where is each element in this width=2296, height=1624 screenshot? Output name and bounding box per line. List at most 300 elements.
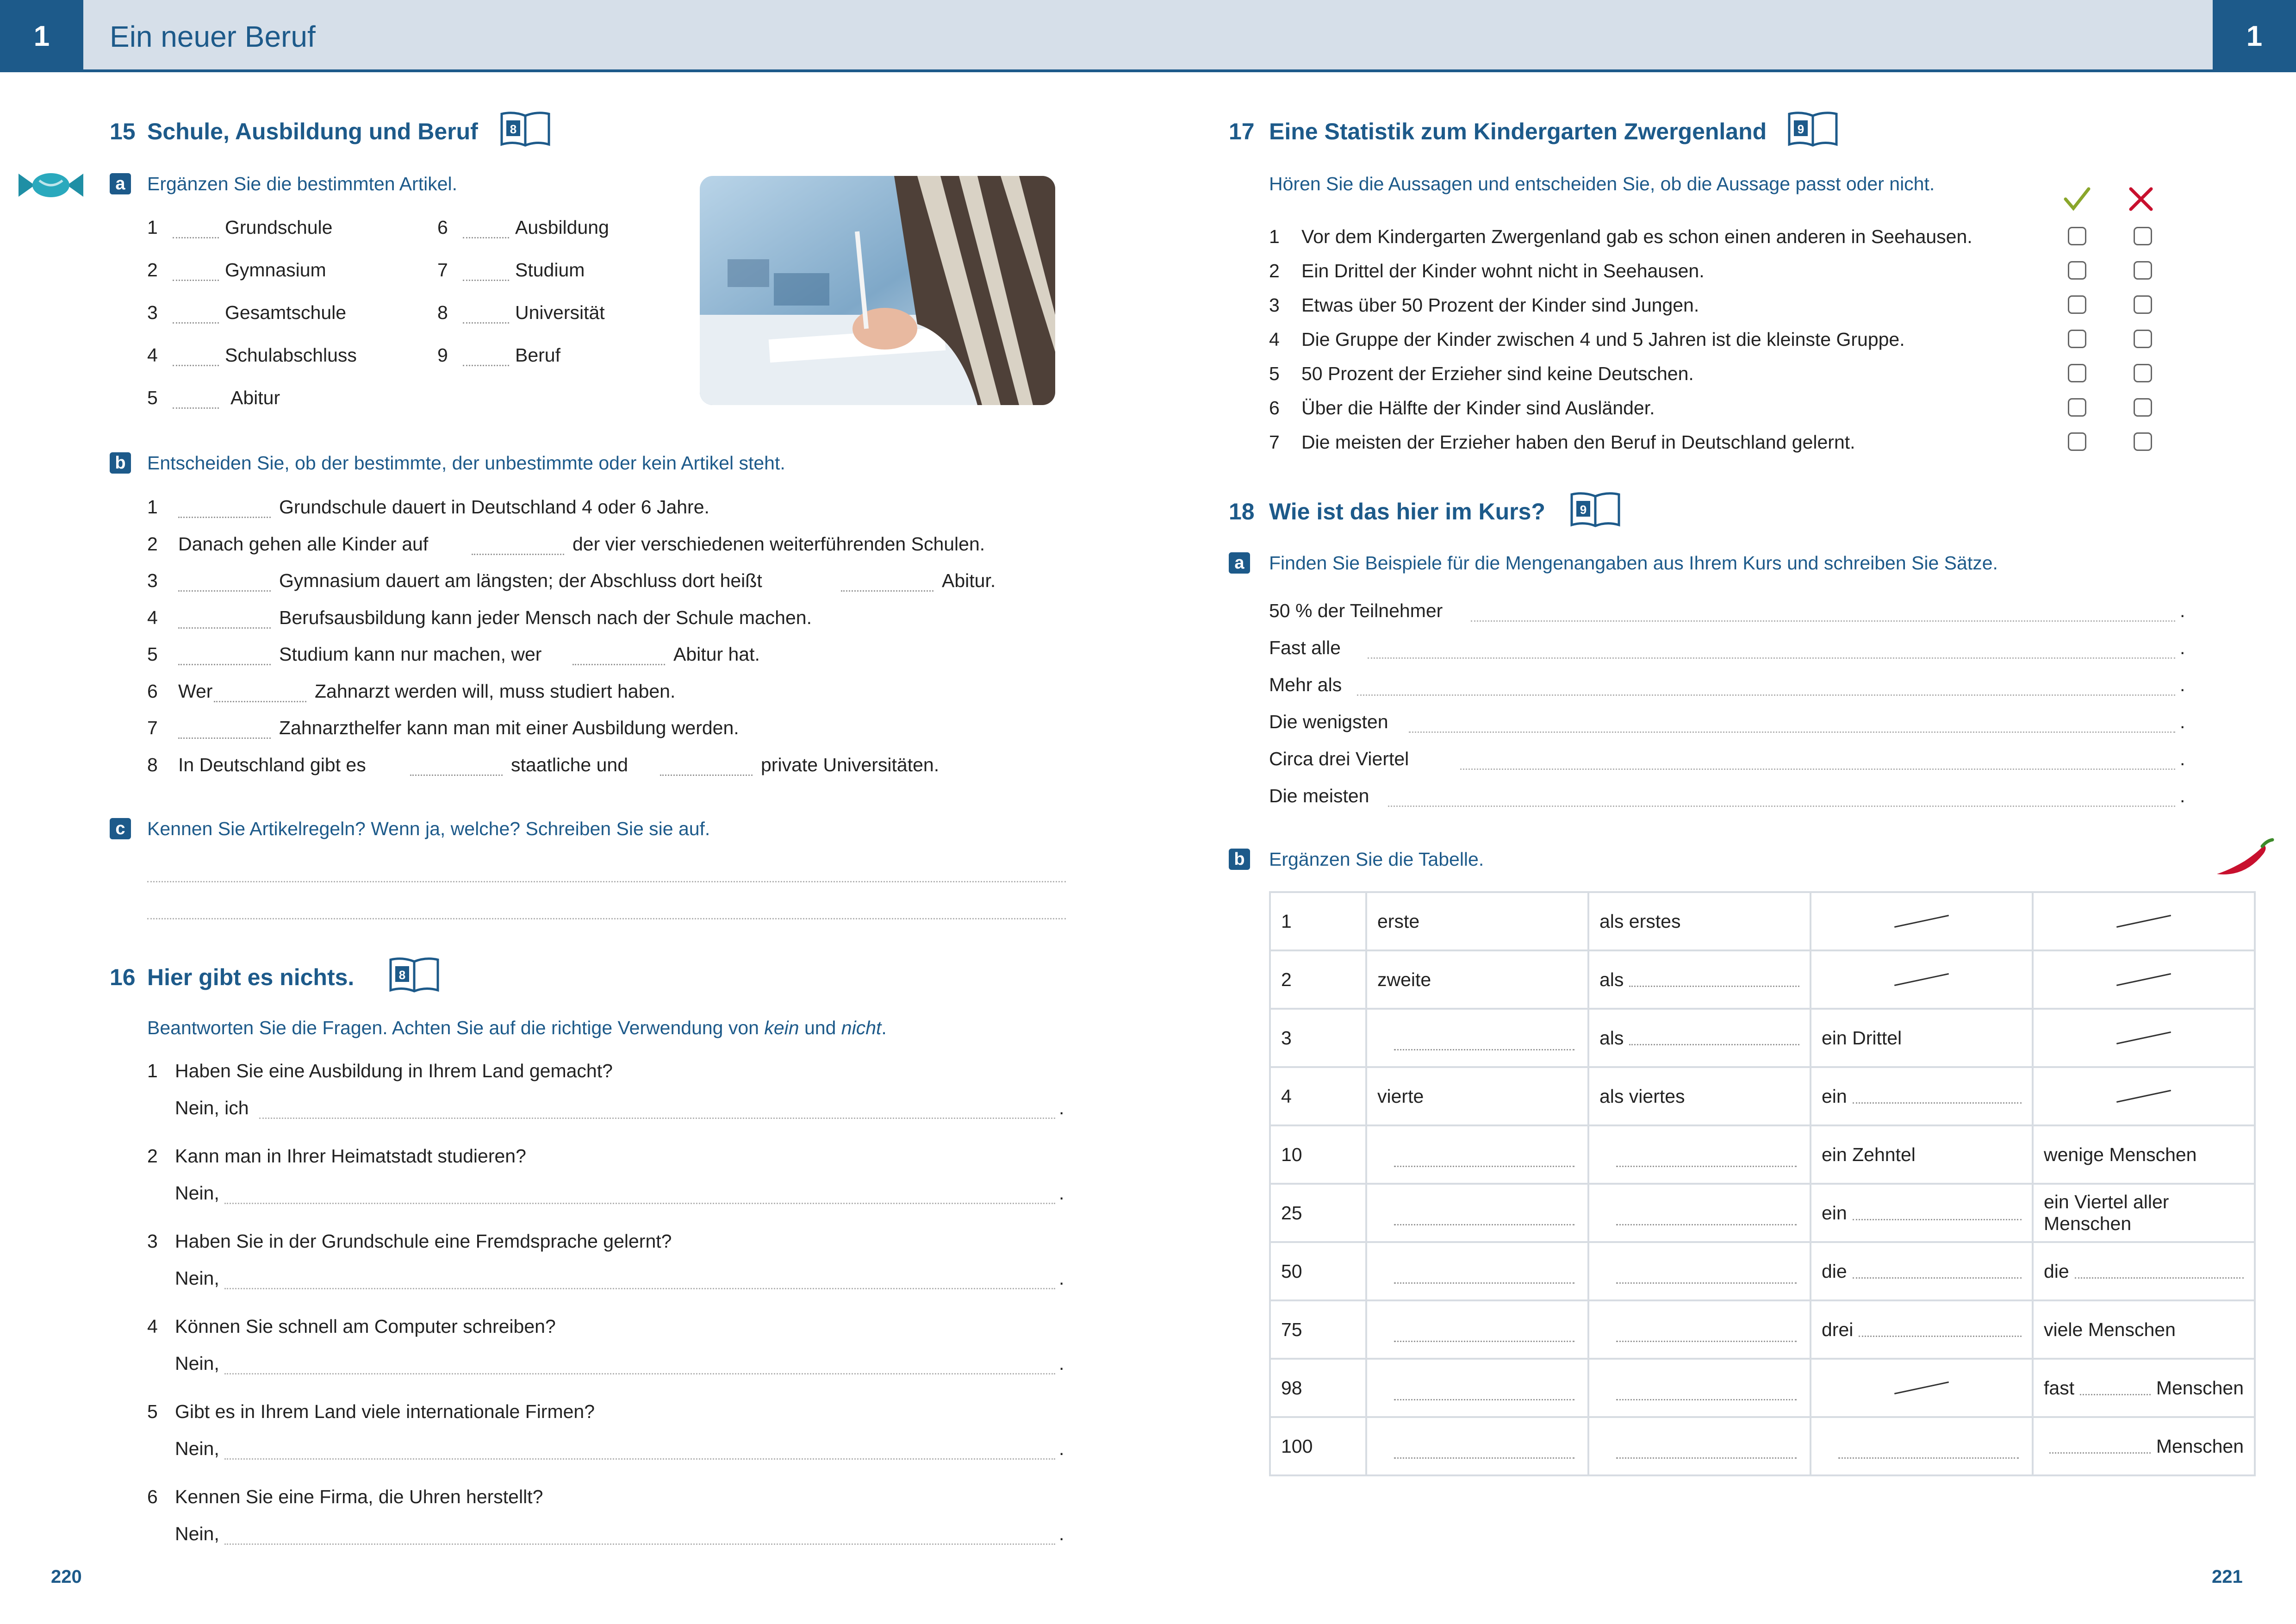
table-row	[1270, 1009, 2255, 1067]
table-cell	[1366, 1417, 1588, 1475]
ex18-title: Wie ist das hier im Kurs?	[1269, 499, 1545, 525]
table-cell	[1811, 1009, 2033, 1067]
table-cell	[1811, 1300, 2033, 1359]
period: .	[1059, 1438, 1064, 1459]
cell-text-start: drei	[1822, 1318, 1854, 1340]
table-cell	[1811, 1242, 2033, 1300]
slash-mark	[1894, 1381, 1949, 1394]
period: .	[2180, 600, 2185, 621]
list-item-number: 6	[147, 1486, 158, 1507]
table-cell	[1366, 1242, 1588, 1300]
answer-prefix: Nein, ich	[175, 1097, 249, 1118]
answer-prefix: Nein,	[175, 1268, 219, 1289]
ex15-title: Schule, Ausbildung und Beruf	[147, 119, 478, 144]
ex18a-instruction: Finden Sie Beispiele für die Mengenangaben aus Ihrem Kurs und schreiben Sie Sätze.	[1269, 552, 1998, 574]
sentence-part: Gymnasium dauert am längsten; der Abschluss dort heißt	[279, 570, 762, 591]
table-cell	[1588, 950, 1811, 1009]
sentence-part: Wer	[178, 681, 213, 702]
cell-text-end: Menschen	[2156, 1435, 2244, 1457]
ex15b-badge: b	[110, 452, 131, 474]
statement-text: Über die Hälfte der Kinder sind Ausländer.	[1301, 397, 1655, 418]
list-item-label: Grundschule	[225, 217, 333, 238]
answer-blank[interactable]	[214, 701, 306, 702]
ex15a-instruction: Ergänzen Sie die bestimmten Artikel.	[147, 173, 457, 194]
answer-line[interactable]	[1357, 694, 2175, 696]
true-checkbox[interactable]	[2068, 330, 2086, 348]
book-icon	[389, 956, 440, 993]
false-checkbox[interactable]	[2134, 330, 2152, 348]
table-cell	[2033, 1067, 2255, 1125]
statement-text: 50 Prozent der Erzieher sind keine Deutschen.	[1301, 363, 1694, 384]
table-cell	[1366, 1125, 1588, 1184]
slash-mark	[2116, 1031, 2171, 1044]
false-checkbox[interactable]	[2134, 261, 2152, 280]
cell-text: 4	[1281, 1085, 1292, 1107]
list-item-number: 3	[1269, 294, 1280, 316]
answer-blank[interactable]	[1838, 1457, 2019, 1459]
table-cell	[1588, 1242, 1811, 1300]
false-checkbox[interactable]	[2134, 364, 2152, 382]
list-item-number: 5	[147, 1401, 158, 1422]
answer-prefix: Nein,	[175, 1182, 219, 1204]
chapter-number-left: 1	[0, 0, 83, 72]
answer-blank[interactable]	[1853, 1277, 2022, 1279]
table-row	[1270, 1417, 2255, 1475]
table-cell	[2033, 1184, 2255, 1242]
question-text: Können Sie schnell am Computer schreiben?	[175, 1316, 556, 1337]
cell-text: 2	[1281, 968, 1292, 990]
answer-blank[interactable]	[1616, 1399, 1797, 1400]
question-text: Haben Sie eine Ausbildung in Ihrem Land gemacht?	[175, 1060, 613, 1081]
answer-blank[interactable]	[410, 775, 503, 776]
cell-text: erste	[1377, 910, 1420, 932]
answer-line[interactable]	[1409, 731, 2175, 733]
table-cell	[1811, 1359, 2033, 1417]
true-checkbox[interactable]	[2068, 295, 2086, 314]
ex17-instruction: Hören Sie die Aussagen und entscheiden Sie, ob die Aussage passt oder nicht.	[1269, 173, 1935, 194]
true-checkbox[interactable]	[2068, 261, 2086, 280]
ex16-instruction-end: .	[881, 1017, 887, 1038]
answer-line[interactable]	[1368, 657, 2175, 659]
list-item-label: Universität	[515, 302, 605, 323]
cell-text: als erstes	[1599, 910, 1681, 932]
table-cell	[2033, 1417, 2255, 1475]
list-item-label: Ausbildung	[515, 217, 609, 238]
list-item-number: 1	[147, 1060, 158, 1081]
answer-blank[interactable]	[1859, 1336, 2022, 1337]
ex16-instruction-start: Beantworten Sie die Fragen. Achten Sie auf die richtige Verwendung von	[147, 1017, 765, 1038]
answer-line[interactable]	[1471, 620, 2175, 622]
true-checkbox[interactable]	[2068, 364, 2086, 382]
answer-blank[interactable]	[1616, 1457, 1797, 1459]
table-cell	[1366, 1184, 1588, 1242]
table-cell	[1270, 1184, 1366, 1242]
book-icon	[500, 110, 551, 147]
answer-blank[interactable]	[173, 322, 219, 324]
period: .	[1059, 1353, 1064, 1374]
answer-blank[interactable]	[1853, 1102, 2022, 1104]
list-item-number: 8	[147, 754, 158, 775]
ex15-book-page: 8	[510, 122, 517, 136]
cross-icon	[2127, 185, 2155, 213]
table-cell	[1270, 1067, 1366, 1125]
statement-text: Die Gruppe der Kinder zwischen 4 und 5 Jahren ist die kleinste Gruppe.	[1301, 329, 1905, 350]
cell-text-end: Menschen	[2156, 1377, 2244, 1399]
answer-line[interactable]	[1388, 806, 2175, 807]
answer-blank[interactable]	[841, 590, 933, 592]
cell-text: 25	[1281, 1202, 1302, 1224]
list-item-number: 4	[147, 607, 158, 628]
slash-mark	[2116, 1090, 2171, 1103]
table-row	[1270, 1300, 2255, 1359]
answer-line[interactable]	[224, 1373, 1055, 1374]
period: .	[2180, 785, 2185, 806]
ex16-instruction-kein: kein	[764, 1017, 799, 1038]
answer-blank[interactable]	[1394, 1399, 1574, 1400]
list-item-label: Schulabschluss	[225, 344, 357, 366]
table-cell	[1366, 1359, 1588, 1417]
list-item-label: Beruf	[515, 344, 560, 366]
table-row	[1270, 892, 2255, 950]
table-cell	[1270, 950, 1366, 1009]
false-checkbox[interactable]	[2134, 295, 2152, 314]
sentence-part: Zahnarzt werden will, muss studiert haben.	[315, 681, 676, 702]
sentence-start: Fast alle	[1269, 637, 1341, 658]
table-row	[1270, 1359, 2255, 1417]
table-cell	[2033, 1242, 2255, 1300]
answer-blank[interactable]	[178, 590, 271, 592]
checkmark-icon	[2063, 185, 2091, 213]
cell-text	[2044, 1261, 2244, 1282]
cell-text: wenige Menschen	[2044, 1143, 2197, 1165]
true-checkbox[interactable]	[2068, 227, 2086, 245]
cell-text	[1822, 1319, 2022, 1341]
cell-text	[2044, 1377, 2244, 1399]
list-item-number: 5	[147, 643, 158, 665]
answer-blank[interactable]	[463, 237, 509, 238]
answer-blank[interactable]	[178, 517, 271, 518]
cell-text: ein Drittel	[1822, 1027, 1902, 1049]
ex16-instruction	[147, 1017, 887, 1039]
answer-blank[interactable]	[173, 407, 219, 409]
answer-prefix: Nein,	[175, 1523, 219, 1544]
question-text: Kann man in Ihrer Heimatstadt studieren?	[175, 1145, 526, 1167]
ex18a-badge: a	[1229, 552, 1250, 574]
chapter-number-right: 1	[2213, 0, 2296, 72]
writing-line[interactable]	[147, 918, 1066, 919]
table-row	[1270, 1242, 2255, 1300]
ex17-book-page: 9	[1797, 122, 1804, 136]
ex16-book-page: 8	[398, 968, 406, 982]
table-cell	[2033, 1300, 2255, 1359]
false-checkbox[interactable]	[2134, 432, 2152, 451]
answer-blank[interactable]	[178, 664, 271, 665]
list-item-label: Gymnasium	[225, 259, 326, 281]
answer-line[interactable]	[1460, 768, 2175, 770]
sentence-part: Abitur.	[942, 570, 996, 591]
table-cell	[1270, 1417, 1366, 1475]
table-cell	[1366, 950, 1588, 1009]
ex16-title: Hier gibt es nichts.	[147, 964, 355, 990]
answer-blank[interactable]	[178, 627, 271, 629]
table-cell	[1588, 892, 1811, 950]
table-cell	[1588, 1009, 1811, 1067]
sentence-start: 50 % der Teilnehmer	[1269, 600, 1443, 621]
answer-blank[interactable]	[1629, 986, 1799, 987]
period: .	[2180, 674, 2185, 695]
slash-mark	[2116, 973, 2171, 986]
false-checkbox[interactable]	[2134, 398, 2152, 417]
table-cell	[1270, 1359, 1366, 1417]
answer-blank[interactable]	[572, 664, 665, 665]
table-cell	[1270, 892, 1366, 950]
ex17-title: Eine Statistik zum Kindergarten Zwergenland	[1269, 119, 1767, 144]
question-text: Haben Sie in der Grundschule eine Fremdsprache gelernt?	[175, 1230, 672, 1252]
cell-text-start: die	[2044, 1260, 2069, 1282]
answer-blank[interactable]	[2075, 1277, 2244, 1279]
candy-icon	[19, 169, 83, 201]
ex16-instruction-nicht: nicht	[841, 1017, 882, 1038]
period: .	[1059, 1182, 1064, 1204]
list-item-number: 6	[437, 217, 448, 238]
answer-blank[interactable]	[472, 554, 564, 555]
answer-blank[interactable]	[1616, 1282, 1797, 1284]
list-item-number: 6	[1269, 397, 1280, 418]
answer-blank[interactable]	[1853, 1219, 2022, 1220]
table-cell	[1588, 1300, 1811, 1359]
ex18-number: 18	[1229, 499, 1255, 525]
table-cell	[1270, 1125, 1366, 1184]
cell-text: 1	[1281, 910, 1292, 932]
table-cell	[1811, 1184, 2033, 1242]
sentence-part: private Universitäten.	[761, 754, 940, 775]
statement-text: Ein Drittel der Kinder wohnt nicht in Seehausen.	[1301, 260, 1705, 281]
statement-text: Die meisten der Erzieher haben den Beruf in Deutschland gelernt.	[1301, 431, 1855, 453]
students-writing-photo	[700, 176, 1055, 405]
list-item-number: 3	[147, 302, 158, 323]
list-item-number: 5	[147, 387, 158, 408]
ex16-instruction-mid: und	[799, 1017, 841, 1038]
cell-text: 98	[1281, 1377, 1302, 1399]
table-cell	[2033, 1359, 2255, 1417]
list-item-number: 3	[147, 1230, 158, 1252]
table-cell	[1588, 1184, 1811, 1242]
cell-text-start: die	[1822, 1260, 1847, 1282]
sentence-part: Zahnarzthelfer kann man mit einer Ausbildung werden.	[279, 717, 739, 738]
table-cell	[1811, 950, 2033, 1009]
cell-text: vierte	[1377, 1085, 1424, 1107]
list-item-number: 7	[147, 717, 158, 738]
sentence-start: Mehr als	[1269, 674, 1342, 695]
header-rule	[0, 69, 2296, 72]
period: .	[2180, 748, 2185, 769]
question-text: Gibt es in Ihrem Land viele internationale Firmen?	[175, 1401, 595, 1422]
true-checkbox[interactable]	[2068, 432, 2086, 451]
list-item-number: 4	[147, 1316, 158, 1337]
answer-blank[interactable]	[660, 775, 753, 776]
cell-text	[1822, 1202, 2022, 1224]
answer-blank[interactable]	[173, 365, 219, 366]
sentence-start: Circa drei Viertel	[1269, 748, 1409, 769]
answer-blank[interactable]	[1616, 1341, 1797, 1342]
answer-blank[interactable]	[1394, 1341, 1574, 1342]
table-cell	[2033, 1009, 2255, 1067]
table-cell	[1588, 1067, 1811, 1125]
ex15b-instruction: Entscheiden Sie, ob der bestimmte, der unbestimmte oder kein Artikel steht.	[147, 452, 785, 474]
answer-line[interactable]	[224, 1203, 1055, 1204]
ex18b-instruction: Ergänzen Sie die Tabelle.	[1269, 849, 1484, 870]
true-checkbox[interactable]	[2068, 398, 2086, 417]
table-cell	[2033, 950, 2255, 1009]
answer-blank[interactable]	[1394, 1224, 1574, 1225]
list-item-number: 4	[147, 344, 158, 366]
sentence-part: staatliche und	[511, 754, 628, 775]
table-cell	[1811, 892, 2033, 950]
ex15a-badge: a	[110, 173, 131, 194]
table-cell	[1270, 1009, 1366, 1067]
cell-text-start: ein	[1822, 1202, 1847, 1224]
list-item-number: 2	[1269, 260, 1280, 281]
list-item-number: 2	[147, 1145, 158, 1167]
cell-text-start: als	[1599, 1027, 1624, 1049]
table-row	[1270, 1067, 2255, 1125]
table-cell	[1811, 1417, 2033, 1475]
answer-blank[interactable]	[1616, 1224, 1797, 1225]
table-row	[1270, 950, 2255, 1009]
false-checkbox[interactable]	[2134, 227, 2152, 245]
sentence-part: der vier verschiedenen weiterführenden Schulen.	[572, 533, 985, 555]
book-icon	[1570, 491, 1621, 528]
table-cell	[1270, 1300, 1366, 1359]
list-item-number: 5	[1269, 363, 1280, 384]
answer-blank[interactable]	[178, 737, 271, 739]
statement-text: Etwas über 50 Prozent der Kinder sind Jungen.	[1301, 294, 1699, 316]
cell-text	[1599, 1027, 1799, 1049]
answer-blank[interactable]	[173, 237, 219, 238]
answer-line[interactable]	[224, 1458, 1055, 1460]
table-cell	[2033, 892, 2255, 950]
answer-blank[interactable]	[173, 280, 219, 281]
list-item-number: 6	[147, 681, 158, 702]
cell-text	[1822, 1261, 2022, 1282]
answer-blank[interactable]	[2049, 1452, 2151, 1454]
list-item-number: 2	[147, 259, 158, 281]
answer-line[interactable]	[224, 1288, 1055, 1289]
writing-line[interactable]	[147, 881, 1066, 882]
cell-text: viele Menschen	[2044, 1318, 2176, 1340]
table-cell	[1366, 1009, 1588, 1067]
answer-blank[interactable]	[1394, 1049, 1574, 1050]
cell-text: 75	[1281, 1318, 1302, 1340]
list-item-number: 9	[437, 344, 448, 366]
sentence-part: Berufsausbildung kann jeder Mensch nach der Schule machen.	[279, 607, 812, 628]
list-item-label: Studium	[515, 259, 585, 281]
book-icon	[1787, 110, 1838, 147]
cell-text: 100	[1281, 1435, 1313, 1457]
fraction-table	[1269, 891, 2256, 1476]
ex15c-instruction: Kennen Sie Artikelregeln? Wenn ja, welche? Schreiben Sie sie auf.	[147, 818, 710, 839]
cell-text	[1822, 1086, 2022, 1107]
table-cell	[1588, 1359, 1811, 1417]
cell-text: ein Viertel aller Menschen	[2044, 1191, 2169, 1234]
answer-line[interactable]	[224, 1543, 1055, 1545]
answer-blank[interactable]	[1394, 1282, 1574, 1284]
answer-blank[interactable]	[1629, 1044, 1799, 1045]
table-cell	[1588, 1125, 1811, 1184]
page-number-right: 221	[2212, 1567, 2243, 1587]
list-item-number: 1	[147, 496, 158, 518]
list-item-number: 2	[147, 533, 158, 555]
cell-text-start: ein	[1822, 1085, 1847, 1107]
cell-text	[2044, 1436, 2244, 1457]
question-text: Kennen Sie eine Firma, die Uhren herstellt?	[175, 1486, 543, 1507]
sentence-part: Abitur hat.	[673, 643, 760, 665]
list-item-number: 7	[1269, 431, 1280, 453]
sentence-start: Die wenigsten	[1269, 711, 1388, 732]
ex17-number: 17	[1229, 119, 1255, 144]
table-cell	[1588, 1417, 1811, 1475]
slash-mark	[1894, 915, 1949, 928]
answer-prefix: Nein,	[175, 1353, 219, 1374]
answer-blank[interactable]	[463, 280, 509, 281]
cell-text: als viertes	[1599, 1085, 1685, 1107]
list-item-number: 7	[437, 259, 448, 281]
cell-text: zweite	[1377, 968, 1431, 990]
table-cell	[1366, 1300, 1588, 1359]
list-item-number: 1	[147, 217, 158, 238]
cell-text: ein Zehntel	[1822, 1143, 1916, 1165]
slash-mark	[1894, 973, 1949, 986]
ex18-book-page: 9	[1580, 503, 1587, 517]
table-cell	[2033, 1125, 2255, 1184]
sentence-part: In Deutschland gibt es	[178, 754, 366, 775]
answer-blank[interactable]	[463, 322, 509, 324]
table-cell	[1811, 1125, 2033, 1184]
sentence-part: Grundschule dauert in Deutschland 4 oder 6 Jahre.	[279, 496, 709, 518]
answer-blank[interactable]	[2080, 1394, 2151, 1395]
list-item-label: Abitur	[230, 387, 280, 408]
answer-line[interactable]	[259, 1118, 1055, 1119]
table-cell	[1366, 1067, 1588, 1125]
period: .	[1059, 1097, 1064, 1118]
answer-blank[interactable]	[1616, 1166, 1797, 1167]
list-item-number: 3	[147, 570, 158, 591]
period: .	[2180, 637, 2185, 658]
table-cell	[1811, 1067, 2033, 1125]
cell-text: 10	[1281, 1143, 1302, 1165]
answer-blank[interactable]	[1394, 1457, 1574, 1459]
chili-pepper-icon	[2212, 838, 2277, 880]
cell-text-start: fast	[2044, 1377, 2075, 1399]
cell-text	[1599, 969, 1799, 991]
statement-text: Vor dem Kindergarten Zwergenland gab es schon einen anderen in Seehausen.	[1301, 226, 1972, 247]
answer-blank[interactable]	[1394, 1166, 1574, 1167]
sentence-part: Studium kann nur machen, wer	[279, 643, 542, 665]
slash-mark	[2116, 915, 2171, 928]
answer-blank[interactable]	[463, 365, 509, 366]
chapter-title: Ein neuer Beruf	[110, 20, 316, 53]
ex15-number: 15	[110, 119, 136, 144]
cell-text: 3	[1281, 1027, 1292, 1049]
sentence-part: Danach gehen alle Kinder auf	[178, 533, 429, 555]
list-item-number: 8	[437, 302, 448, 323]
list-item-number: 1	[1269, 226, 1280, 247]
table-cell	[1270, 1242, 1366, 1300]
cell-text: 50	[1281, 1260, 1302, 1282]
list-item-label: Gesamtschule	[225, 302, 347, 323]
ex16-number: 16	[110, 964, 136, 990]
ex18b-badge: b	[1229, 849, 1250, 870]
